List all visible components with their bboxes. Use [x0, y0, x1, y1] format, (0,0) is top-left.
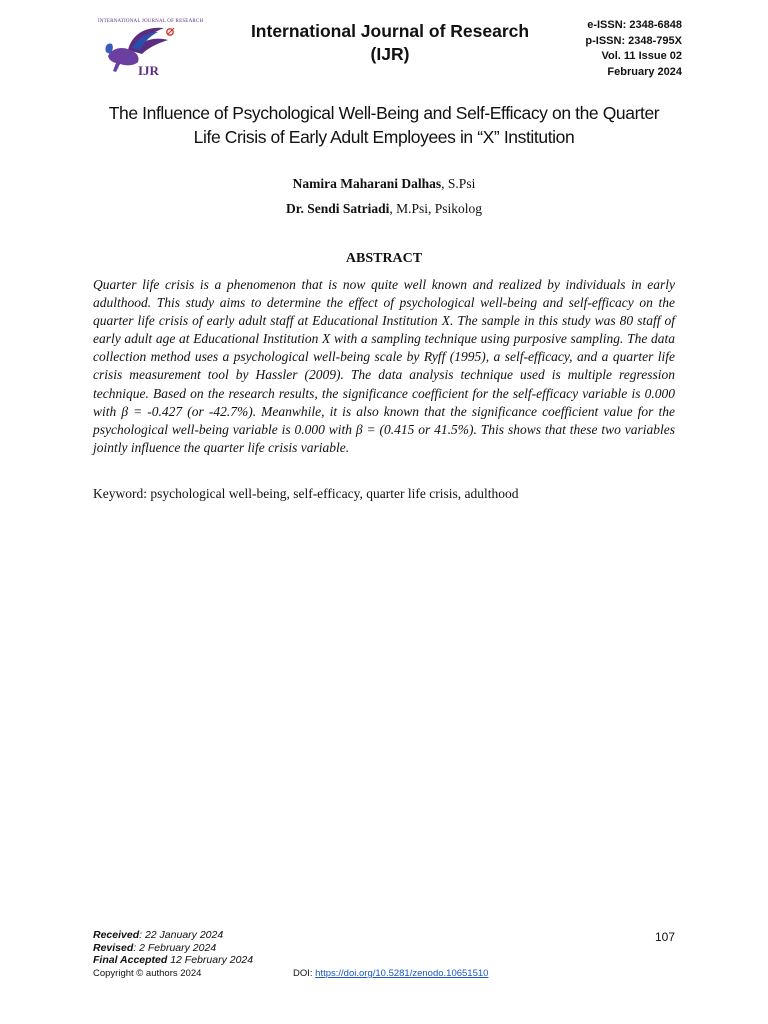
paper-title: [70, 101, 698, 149]
revised-value: : 2 February 2024: [133, 941, 217, 954]
author-credentials: , M.Psi, Psikolog: [389, 201, 483, 216]
accepted-date: [93, 954, 253, 967]
volume-issue: Vol. 11 Issue 02: [601, 50, 682, 62]
abstract-body: Quarter life crisis is a phenomenon that is now quite well known and realized by individuals in early adulthood. This study aims to determine the effect of psychological well-being and self-efficacy on the quarter life crisis of early adult staff at Educational Institution X. The sample in this study was 80 staff of early adult age at Educational Institution X with a sampling technique using purposive sampling. The data collection method uses a psychological well-being scale by Ryff (1995), a self-efficacy, and a quarter life crisis measurement tool by Hassler (2009). The data analysis technique used is multiple regression technique. Based on the research results, the significance coefficient for the self-efficacy variable is 0.000 with β = -0.427 (or -42.7%). Meanwhile, it is also known that the significance coefficient value for the psychological well-being variable is 0.000 with β = (0.415 or 41.5%). This shows that these two variables jointly influence the quarter life crisis variable.: [93, 277, 675, 455]
author-credentials: , S.Psi: [441, 176, 476, 191]
revised-date: [93, 942, 253, 955]
doi-label: DOI:: [293, 968, 316, 979]
journal-name: [220, 20, 560, 66]
received-value: : 22 January 2024: [139, 929, 224, 941]
e-issn: e-ISSN: 2348-6848: [587, 19, 682, 31]
abstract-heading: ABSTRACT: [345, 251, 423, 266]
footer-dates: [93, 929, 253, 967]
accepted-value: 12 February 2024: [167, 954, 254, 966]
p-issn: p-ISSN: 2348-795X: [585, 34, 682, 47]
journal-name-line1: International Journal of Research: [250, 21, 530, 41]
doi-link[interactable]: https://doi.org/10.5281/zenodo.10651510: [315, 968, 489, 979]
received-date: [93, 929, 253, 942]
page-number: 107: [654, 930, 675, 944]
accepted-label: Final Accepted: [93, 954, 168, 966]
logo-caption: INTERNATIONAL JOURNAL OF RESEARCH: [98, 19, 204, 24]
paper-title-line1: The Influence of Psychological Well-Being and Self-Efficacy on the Quarter: [108, 103, 660, 123]
author-name: Dr. Sendi Satriadi: [285, 201, 390, 216]
issue-date: February 2024: [607, 65, 682, 78]
keywords: Keyword: psychological well-being, self-efficacy, quarter life crisis, adulthood: [93, 486, 519, 501]
received-label: Received: [93, 929, 140, 941]
revised-label: Revised: [93, 941, 134, 954]
copyright: Copyright © authors 2024: [93, 968, 202, 979]
doi-line: [293, 968, 488, 979]
journal-name-line2: (IJR): [370, 44, 410, 64]
paper-title-line2: Life Crisis of Early Adult Employees in “X” Institution: [193, 127, 575, 147]
issn-block: [585, 18, 682, 80]
author-name: Namira Maharani Dalhas: [292, 176, 442, 191]
author-line: [0, 176, 768, 192]
logo-letters: IJR: [138, 63, 159, 78]
author-line: [0, 201, 768, 217]
journal-logo: [98, 20, 176, 78]
